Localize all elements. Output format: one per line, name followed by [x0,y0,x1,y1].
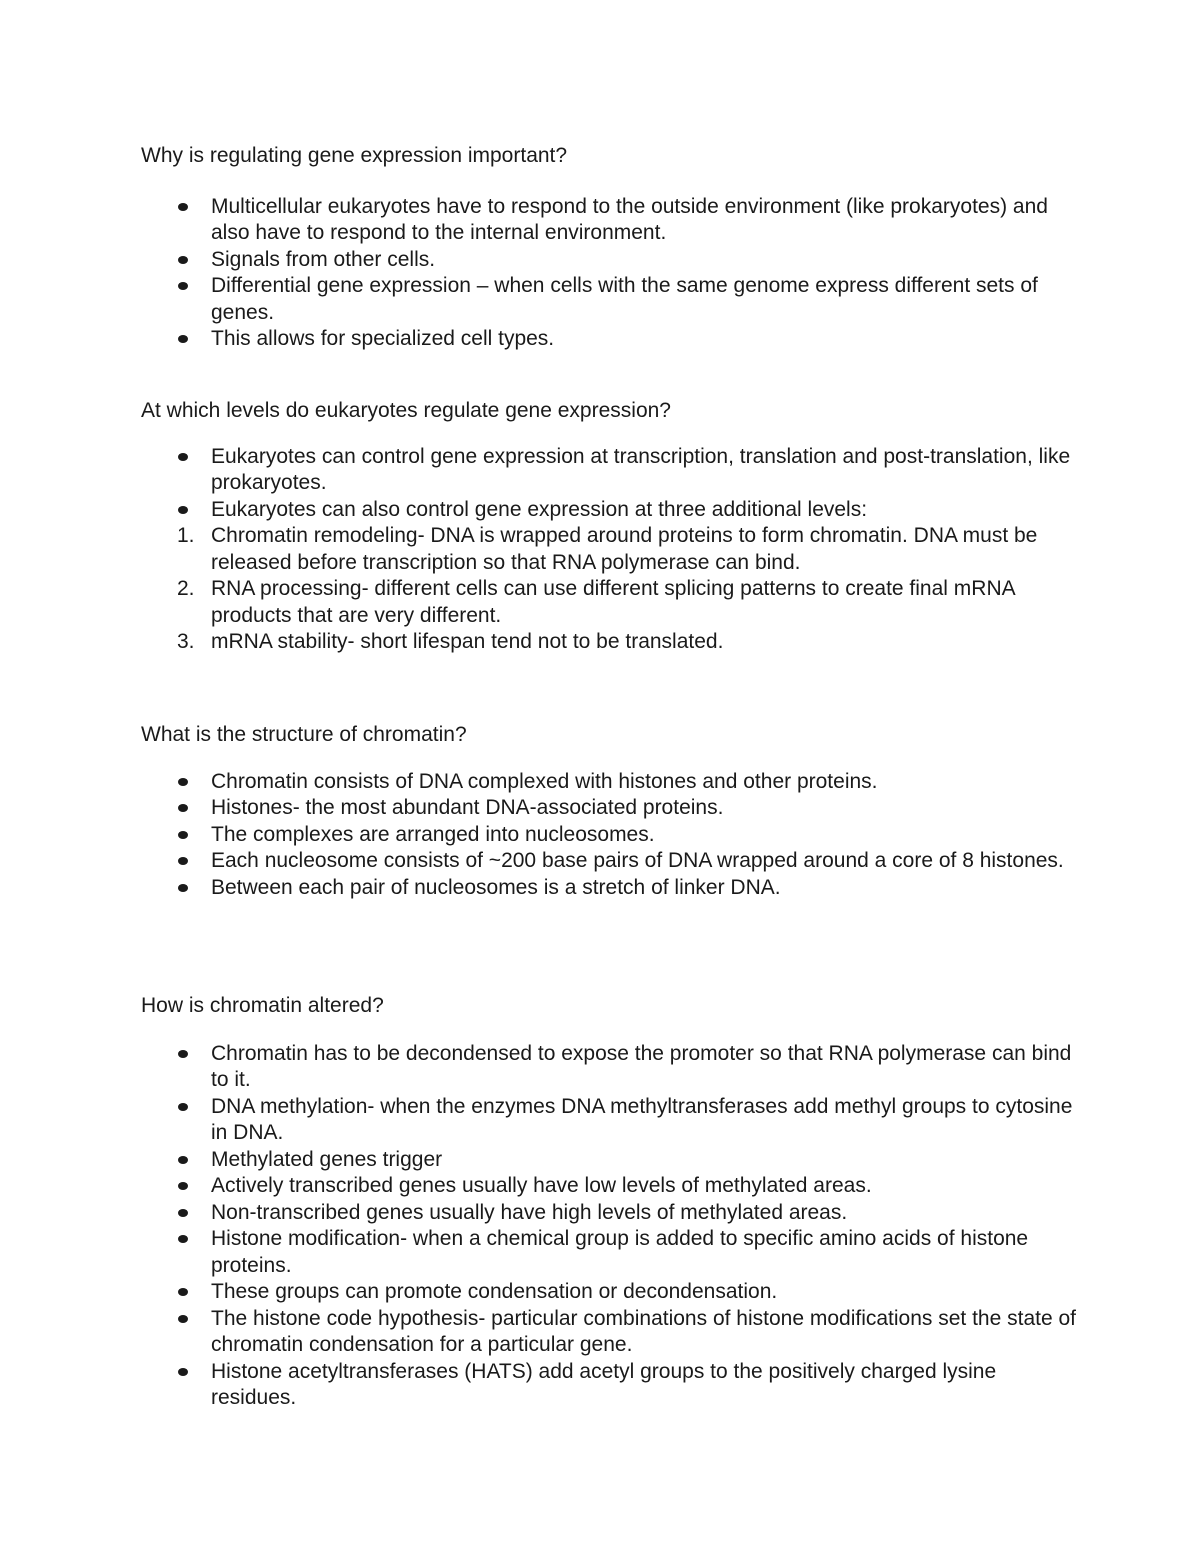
list-item-text: Actively transcribed genes usually have low levels of methylated areas. [211,1174,872,1197]
list-item [141,1200,1081,1227]
list-item-text: Chromatin consists of DNA complexed with histones and other proteins. [211,769,878,793]
item-number: 1. [177,524,195,547]
list-item-text: Chromatin remodeling- DNA is wrapped around proteins to form chromatin. DNA must be released before transcription so that RNA polymerase can bind. [211,524,1038,574]
bullet-marker [178,804,188,812]
list-item-text: RNA processing- different cells can use different splicing patterns to create final mRNA products that are very different. [211,577,1015,627]
bullet-marker [178,1368,188,1376]
list-item-text: Histones- the most abundant DNA-associated proteins. [211,796,724,819]
bullet-marker [178,831,188,839]
list-item [141,1226,1081,1279]
numbered-item [141,576,1081,629]
section-question: At which levels do eukaryotes regulate gene expression? [141,399,671,422]
list-item [141,1173,1081,1200]
list-item-text: mRNA stability- short lifespan tend not to be translated. [211,630,724,653]
list-item [141,1279,1081,1306]
section-question: How is chromatin altered? [141,994,384,1017]
bullet-marker [178,1209,188,1217]
list-item-text: Between each pair of nucleosomes is a stretch of linker DNA. [211,875,781,899]
list-item [141,1306,1081,1359]
list-item [141,1094,1081,1147]
bullet-list [141,1041,1081,1412]
list-item-text: This allows for specialized cell types. [211,327,555,350]
mixed-list [141,444,1081,656]
list-item [141,247,1081,274]
list-item [141,1359,1081,1412]
bullet-marker [178,1182,188,1190]
bullet-list [141,769,1081,902]
list-item [141,795,1081,822]
bullet-list [141,194,1081,353]
bullet-marker [178,778,188,786]
bullet-marker [178,1050,188,1058]
section-question: Why is regulating gene expression important? [141,144,568,167]
list-item [141,822,1081,849]
section-question: What is the structure of chromatin? [141,723,467,746]
list-item [141,497,1081,524]
bullet-marker [178,1288,188,1296]
item-number: 3. [177,630,195,653]
list-item-text: Methylated genes trigger [211,1147,443,1171]
bullet-marker [178,1103,188,1111]
list-item [141,326,1081,353]
list-item-text: Eukaryotes can control gene expression at transcription, translation and post-translation, like prokaryotes. [211,444,1071,494]
list-item-text: Eukaryotes can also control gene expression at three additional levels: [211,497,868,521]
list-item-text: DNA methylation- when the enzymes DNA methyltransferases add methyl groups to cytosine in DNA. [211,1094,1073,1144]
bullet-marker [178,282,188,290]
numbered-item [141,523,1081,576]
list-item-text: Differential gene expression – when cells with the same genome express different sets of genes. [211,274,1038,324]
numbered-item [141,629,1081,656]
list-item [141,194,1081,247]
bullet-marker [178,1156,188,1164]
list-item-text: Multicellular eukaryotes have to respond to the outside environment (like prokaryotes) and also have to respond to the internal environment. [211,194,1048,244]
list-item [141,1147,1081,1174]
list-item [141,875,1081,902]
list-item-text: The histone code hypothesis- particular combinations of histone modifications set the state of chromatin condensation for a particular gene. [211,1306,1076,1356]
bullet-marker [178,884,188,892]
list-item [141,1041,1081,1094]
section-regulation-levels [141,398,1081,656]
item-number: 2. [177,577,195,600]
bullet-marker [178,506,188,514]
list-item [141,769,1081,796]
section-chromatin-structure [141,722,1081,901]
bullet-marker [178,335,188,343]
bullet-marker [178,1315,188,1323]
list-item [141,848,1081,875]
list-item-text: Non-transcribed genes usually have high levels of methylated areas. [211,1200,848,1224]
bullet-marker [178,857,188,865]
list-item-text: Signals from other cells. [211,247,436,271]
bullet-marker [178,256,188,264]
bullet-marker [178,1235,188,1243]
bullet-marker [178,203,188,211]
bullet-marker [178,453,188,461]
section-chromatin-alteration [141,993,1081,1412]
list-item-text: Histone modification- when a chemical group is added to specific amino acids of histone proteins. [211,1227,1029,1277]
list-item-text: These groups can promote condensation or decondensation. [211,1280,778,1303]
list-item [141,444,1081,497]
list-item [141,273,1081,326]
list-item-text: Each nucleosome consists of ~200 base pairs of DNA wrapped around a core of 8 histones. [211,849,1064,872]
list-item-text: Chromatin has to be decondensed to expose the promoter so that RNA polymerase can bind to it. [211,1041,1072,1091]
list-item-text: Histone acetyltransferases (HATS) add acetyl groups to the positively charged lysine residues. [211,1359,997,1409]
section-gene-regulation-importance [141,143,1081,353]
list-item-text: The complexes are arranged into nucleosomes. [211,822,655,846]
